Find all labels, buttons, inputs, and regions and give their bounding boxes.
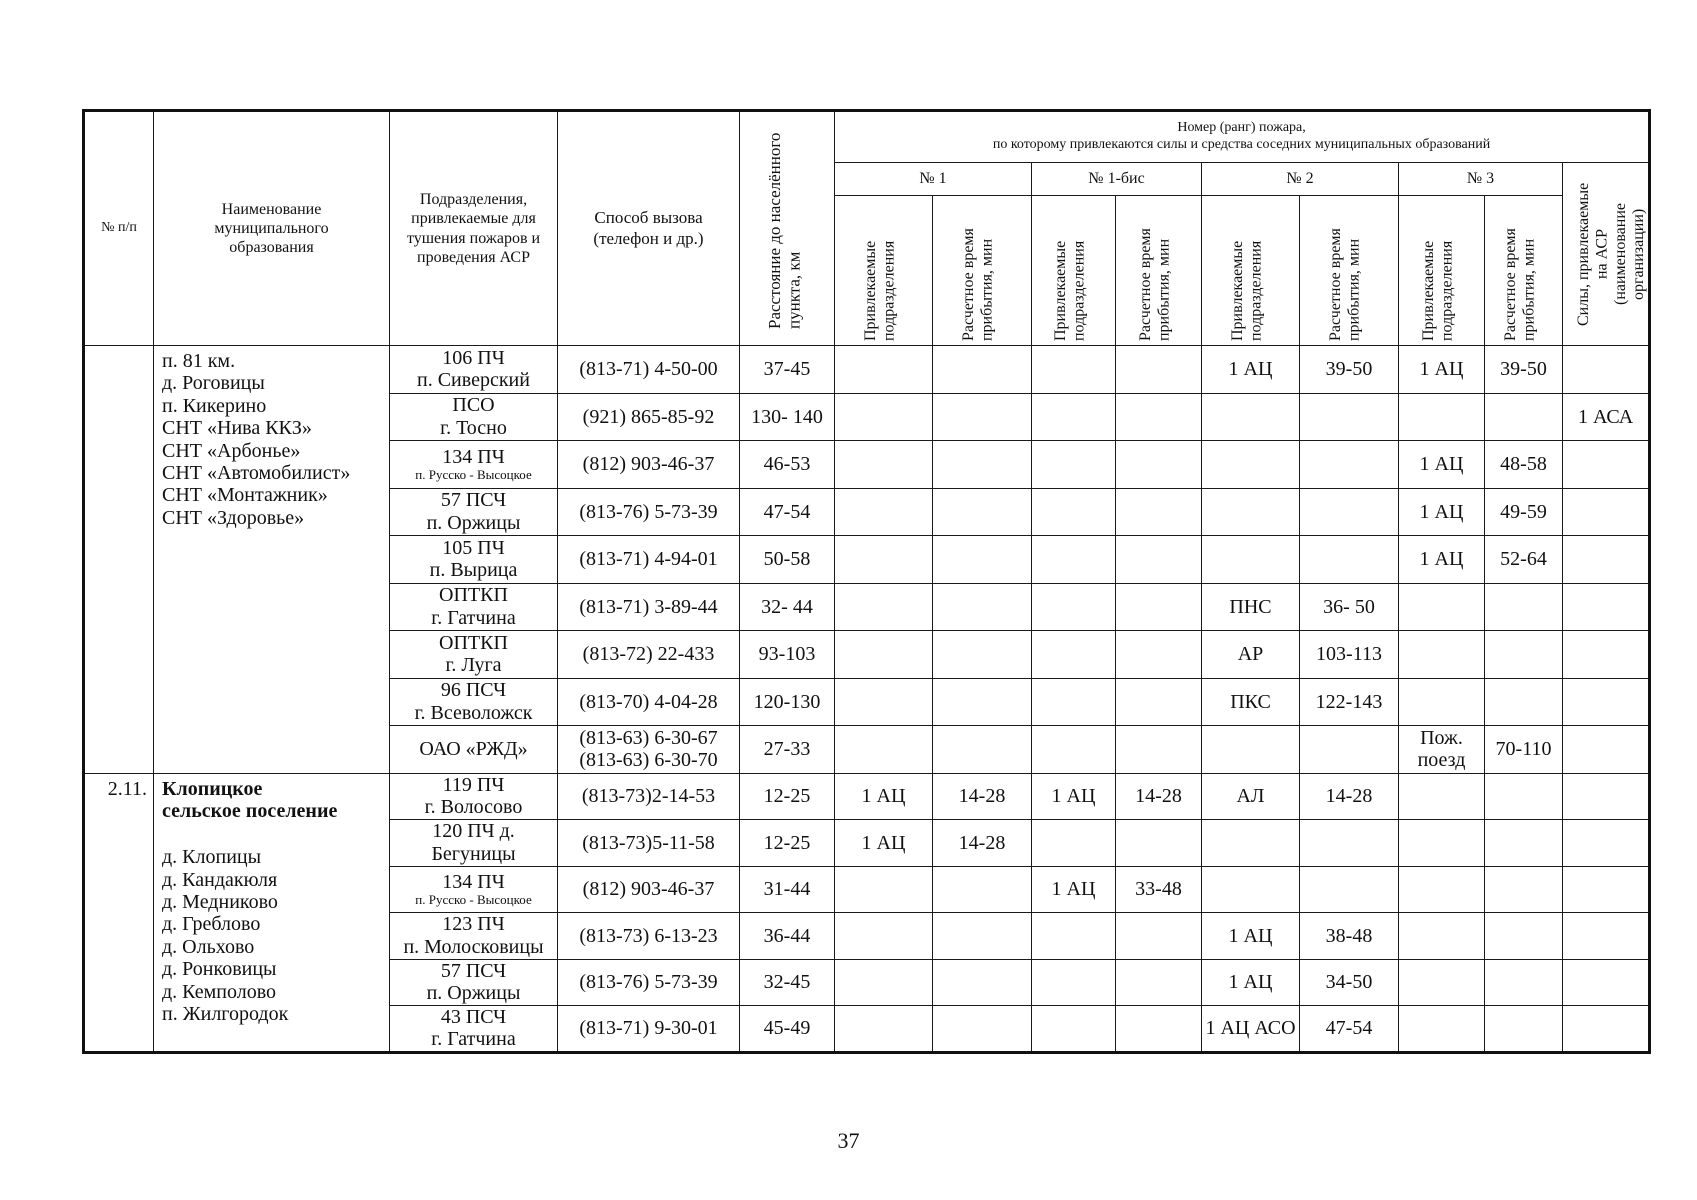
rank-cell	[933, 631, 1032, 679]
settlement-name: д. Ронковицы	[162, 958, 277, 981]
unit-name: 57 ПСЧ	[440, 959, 507, 982]
distance-cell: 31-44	[740, 866, 835, 913]
header-units-text: Подразделения, привлекаемые для тушения пожаров и проведения АСР	[406, 191, 541, 266]
rank-cell: 103-113	[1300, 631, 1399, 679]
rank-cell	[1202, 441, 1300, 489]
subheader-text: Расчетное время прибытия, мин	[960, 227, 996, 341]
rank-cell	[1116, 583, 1202, 631]
rank-cell	[1202, 866, 1300, 913]
unit-location: п. Русско - Высоцкое	[415, 892, 532, 908]
rank-cell	[933, 913, 1032, 960]
phone-number: (813-70) 4-04-28	[579, 690, 718, 713]
unit-cell	[390, 536, 558, 584]
rank-cell: 14-28	[933, 773, 1032, 820]
distance-cell: 12-25	[740, 820, 835, 867]
header-distance	[740, 111, 835, 346]
rank-cell: 34-50	[1300, 959, 1399, 1006]
rank-cell: ПНС	[1202, 583, 1300, 631]
group-3: № 3	[1399, 163, 1563, 196]
phone-number: (813-63) 6-30-70	[579, 749, 718, 772]
distance-cell: 32-45	[740, 959, 835, 1006]
distance-cell: 46-53	[740, 441, 835, 489]
rank-cell: 1 АЦ	[1032, 773, 1116, 820]
settlement-name: СНТ «Монтажник»	[162, 484, 328, 507]
rank-cell: 1 АЦ	[1399, 441, 1485, 489]
unit-name: ПСО	[452, 394, 495, 417]
fire-forces-table	[82, 109, 1651, 1054]
rank-cell	[835, 678, 933, 726]
rank-cell: 1 АЦ	[1399, 346, 1485, 394]
phone-cell	[558, 913, 740, 960]
subheader-text: Привлекаемые подразделения	[1051, 240, 1087, 341]
rank-cell	[835, 393, 933, 441]
settlement-name: п. 81 км.	[162, 350, 236, 372]
rank-cell	[1563, 866, 1650, 913]
unit-name: ОАО «РЖД»	[419, 738, 528, 761]
subheader-text: Привлекаемые подразделения	[1419, 240, 1455, 341]
subheader-text: Расчетное время прибытия, мин	[1136, 227, 1172, 341]
rank-cell	[933, 393, 1032, 441]
unit-location: г. Гатчина	[431, 606, 516, 629]
unit-cell	[390, 678, 558, 726]
unit-cell	[390, 631, 558, 679]
phone-number: (812) 903-46-37	[582, 878, 715, 901]
rank-cell: 1 АЦ	[835, 820, 933, 867]
subheader-time-3	[1300, 196, 1399, 346]
rank-cell	[933, 959, 1032, 1006]
rank-cell: 38-48	[1300, 913, 1399, 960]
settlement-name: д. Роговицы	[162, 372, 265, 395]
unit-location: п. Оржицы	[426, 511, 521, 534]
rank-cell	[835, 536, 933, 584]
rank-cell	[835, 488, 933, 536]
rank-cell: Пож. поезд	[1399, 726, 1485, 774]
distance-cell: 27-33	[740, 726, 835, 774]
rank-cell	[1485, 631, 1563, 679]
rank-cell: 14-28	[1116, 773, 1202, 820]
subheader-time-1	[933, 196, 1032, 346]
settlement-name: д. Кандакюля	[162, 868, 278, 891]
unit-cell	[390, 393, 558, 441]
rank-cell	[1032, 913, 1116, 960]
rank-cell	[1116, 631, 1202, 679]
settlement-name: СНТ «Здоровье»	[162, 506, 305, 529]
unit-name: ОПТКП	[439, 631, 508, 654]
rank-cell	[1116, 726, 1202, 774]
municipality-title: Клопицкое	[162, 777, 263, 800]
rank-cell	[835, 959, 933, 1006]
rank-cell	[1485, 959, 1563, 1006]
unit-cell	[390, 866, 558, 913]
unit-cell	[390, 773, 558, 820]
rank-cell: 39-50	[1485, 346, 1563, 394]
rank-cell	[1399, 583, 1485, 631]
phone-number: (813-76) 5-73-39	[579, 971, 718, 994]
phone-number: (921) 865-85-92	[582, 405, 715, 428]
rank-cell: 1 АЦ	[1399, 488, 1485, 536]
unit-name: 96 ПСЧ	[440, 679, 507, 702]
unit-location: Бегуницы	[431, 842, 516, 865]
rank-cell	[1116, 393, 1202, 441]
rank-cell	[1032, 488, 1116, 536]
subheader-units-1	[835, 196, 933, 346]
rank-cell	[1116, 346, 1202, 394]
section-number	[84, 346, 154, 774]
rank-cell	[1032, 583, 1116, 631]
rank-cell: 49-59	[1485, 488, 1563, 536]
rank-cell	[1399, 773, 1485, 820]
settlement-name: д. Кемполово	[162, 980, 277, 1003]
header-asr	[1563, 163, 1650, 346]
unit-location: п. Русско - Высоцкое	[415, 467, 532, 483]
distance-cell: 47-54	[740, 488, 835, 536]
header-num: № п/п	[84, 111, 154, 346]
rank-cell	[1202, 488, 1300, 536]
rank-cell: 122-143	[1300, 678, 1399, 726]
unit-name: 120 ПЧ д.	[432, 820, 515, 843]
unit-location: г. Тосно	[440, 416, 507, 439]
rank-cell	[1485, 820, 1563, 867]
table-body	[84, 346, 1650, 1053]
rank-cell	[1485, 773, 1563, 820]
rank-cell	[933, 866, 1032, 913]
rank-cell	[1485, 1006, 1563, 1053]
rank-cell	[933, 488, 1032, 536]
rank-cell	[1032, 1006, 1116, 1053]
settlement-name: д. Греблово	[162, 913, 261, 936]
unit-name: 134 ПЧ	[442, 870, 505, 893]
header-distance-text: Расстояние до населённого пункта, км	[765, 132, 804, 329]
rank-cell	[1563, 773, 1650, 820]
phone-cell	[558, 773, 740, 820]
unit-name: 119 ПЧ	[442, 773, 505, 796]
unit-cell	[390, 726, 558, 774]
settlement-name: п. Кикерино	[162, 394, 267, 417]
rank-cell	[1563, 678, 1650, 726]
rank-cell	[1300, 820, 1399, 867]
rank-cell	[1563, 959, 1650, 1006]
rank-cell	[1399, 631, 1485, 679]
rank-cell	[1485, 913, 1563, 960]
rank-cell	[1300, 441, 1399, 489]
rank-cell	[835, 631, 933, 679]
rank-cell	[835, 1006, 933, 1053]
phone-number: (813-71) 9-30-01	[579, 1017, 718, 1040]
rank-cell	[933, 1006, 1032, 1053]
distance-cell: 45-49	[740, 1006, 835, 1053]
unit-location: г. Всеволожск	[414, 701, 533, 724]
settlement-name: СНТ «Арбонье»	[162, 439, 301, 462]
rank-cell	[1202, 726, 1300, 774]
header-name	[154, 111, 390, 346]
phone-number: (813-71) 4-94-01	[579, 548, 718, 571]
unit-name: 106 ПЧ	[442, 346, 505, 369]
rank-cell	[933, 536, 1032, 584]
rank-cell: 1 АСА	[1563, 393, 1650, 441]
unit-name: ОПТКП	[439, 584, 508, 607]
group-1bis: № 1-бис	[1032, 163, 1202, 196]
distance-cell: 130- 140	[740, 393, 835, 441]
distance-cell: 120-130	[740, 678, 835, 726]
unit-cell	[390, 346, 558, 394]
phone-cell	[558, 536, 740, 584]
group-2: № 2	[1202, 163, 1399, 196]
subheader-units-4	[1399, 196, 1485, 346]
rank-cell	[1563, 820, 1650, 867]
rank-cell	[1399, 913, 1485, 960]
rank-cell	[1399, 820, 1485, 867]
distance-cell: 12-25	[740, 773, 835, 820]
phone-cell	[558, 1006, 740, 1053]
settlement-name: д. Ольхово	[162, 935, 255, 958]
rank-cell	[835, 726, 933, 774]
subheader-units-2	[1032, 196, 1116, 346]
rank-cell	[835, 441, 933, 489]
rank-cell	[1563, 913, 1650, 960]
unit-location: п. Сиверский	[417, 369, 530, 392]
rank-cell	[1032, 820, 1116, 867]
distance-cell: 36-44	[740, 913, 835, 960]
phone-cell	[558, 583, 740, 631]
distance-cell: 32- 44	[740, 583, 835, 631]
phone-number: (813-73)2-14-53	[581, 785, 716, 808]
rank-cell	[1399, 959, 1485, 1006]
phone-cell	[558, 488, 740, 536]
settlement-name: д. Клопицы	[162, 846, 262, 869]
phone-number: (813-73)5-11-58	[582, 831, 715, 854]
phone-cell	[558, 959, 740, 1006]
unit-name: 105 ПЧ	[442, 536, 505, 559]
unit-cell	[390, 820, 558, 867]
rank-cell	[933, 583, 1032, 631]
phone-number: (813-71) 3-89-44	[579, 595, 718, 618]
phone-number: (813-72) 22-433	[582, 643, 715, 666]
rank-cell	[835, 583, 933, 631]
unit-name: 123 ПЧ	[442, 913, 505, 936]
unit-location: п. Оржицы	[426, 982, 521, 1005]
rank-cell	[1563, 583, 1650, 631]
phone-number: (813-73) 6-13-23	[579, 924, 718, 947]
rank-cell	[933, 726, 1032, 774]
rank-cell: 1 АЦ АСО	[1202, 1006, 1300, 1053]
rank-cell: АЛ	[1202, 773, 1300, 820]
phone-cell	[558, 678, 740, 726]
phone-cell	[558, 820, 740, 867]
rank-cell: 1 АЦ	[1202, 346, 1300, 394]
table-row	[84, 346, 1650, 394]
municipality-cell	[154, 346, 390, 774]
rank-cell	[1300, 536, 1399, 584]
rank-cell: 47-54	[1300, 1006, 1399, 1053]
rank-cell: 70-110	[1485, 726, 1563, 774]
rank-cell	[1485, 866, 1563, 913]
rank-cell: 1 АЦ	[1202, 959, 1300, 1006]
unit-name: 134 ПЧ	[442, 445, 505, 468]
rank-cell: АР	[1202, 631, 1300, 679]
rank-cell	[933, 346, 1032, 394]
unit-location: г. Волосово	[424, 796, 523, 819]
rank-cell	[1399, 866, 1485, 913]
rank-cell	[1116, 488, 1202, 536]
header-asr-text: Силы, привлекаемые на АСР (наименование организации)	[1574, 182, 1647, 326]
rank-cell: 14-28	[1300, 773, 1399, 820]
unit-cell	[390, 1006, 558, 1053]
phone-cell	[558, 441, 740, 489]
header-units	[390, 111, 558, 346]
subheader-text: Расчетное время прибытия, мин	[1501, 227, 1537, 341]
unit-cell	[390, 959, 558, 1006]
municipality-title: сельское поселение	[162, 799, 338, 822]
phone-cell	[558, 726, 740, 774]
subheader-time-4	[1485, 196, 1563, 346]
rank-cell: 14-28	[933, 820, 1032, 867]
rank-cell	[1563, 1006, 1650, 1053]
rank-cell: 39-50	[1300, 346, 1399, 394]
rank-cell	[1116, 1006, 1202, 1053]
rank-cell	[1032, 393, 1116, 441]
unit-location: г. Луга	[445, 654, 502, 677]
rank-cell	[1300, 726, 1399, 774]
subheader-time-2	[1116, 196, 1202, 346]
rank-cell: 1 АЦ	[835, 773, 933, 820]
header-name-text: Наименование муниципального образования	[214, 200, 329, 257]
unit-cell	[390, 913, 558, 960]
phone-cell	[558, 866, 740, 913]
rank-cell: 1 АЦ	[1202, 913, 1300, 960]
rank-cell	[1032, 678, 1116, 726]
header-call	[558, 111, 740, 346]
municipality-cell	[154, 773, 390, 1052]
rank-cell	[933, 441, 1032, 489]
unit-name: 43 ПСЧ	[440, 1006, 507, 1028]
rank-cell	[1485, 678, 1563, 726]
phone-number: (813-76) 5-73-39	[579, 500, 718, 523]
subheader-text: Привлекаемые подразделения	[1228, 240, 1264, 341]
rank-cell	[1116, 913, 1202, 960]
table-row	[84, 773, 1650, 820]
rank-cell	[1032, 536, 1116, 584]
phone-cell	[558, 393, 740, 441]
subheader-text: Привлекаемые подразделения	[861, 240, 897, 341]
rank-cell: 1 АЦ	[1399, 536, 1485, 584]
rank-cell	[1399, 393, 1485, 441]
distance-cell: 50-58	[740, 536, 835, 584]
rank-cell	[1116, 820, 1202, 867]
unit-location: п. Вырица	[429, 559, 518, 582]
rank-cell: 33-48	[1116, 866, 1202, 913]
rank-cell: 48-58	[1485, 441, 1563, 489]
phone-number: (813-71) 4-50-00	[579, 358, 718, 381]
rank-cell	[1116, 678, 1202, 726]
unit-name: 57 ПСЧ	[440, 489, 507, 512]
unit-cell	[390, 488, 558, 536]
rank-cell: 52-64	[1485, 536, 1563, 584]
rank-cell	[1399, 678, 1485, 726]
rank-cell	[1032, 726, 1116, 774]
rank-cell	[1300, 866, 1399, 913]
header-rank	[835, 111, 1650, 163]
rank-cell	[1399, 1006, 1485, 1053]
rank-cell	[1202, 393, 1300, 441]
subheader-units-3	[1202, 196, 1300, 346]
group-1: № 1	[835, 163, 1032, 196]
phone-number: (812) 903-46-37	[582, 453, 715, 476]
subheader-text: Расчетное время прибытия, мин	[1327, 227, 1363, 341]
distance-cell: 93-103	[740, 631, 835, 679]
unit-cell	[390, 441, 558, 489]
rank-cell	[1563, 631, 1650, 679]
rank-cell	[1485, 583, 1563, 631]
rank-cell	[1116, 441, 1202, 489]
settlement-name: п. Жилгородок	[162, 1003, 289, 1026]
rank-cell	[1202, 820, 1300, 867]
rank-cell	[1563, 441, 1650, 489]
rank-cell	[1485, 393, 1563, 441]
header-rank-line2: по которому привлекаются силы и средства соседних муниципальных образований	[992, 137, 1491, 152]
rank-cell	[835, 866, 933, 913]
unit-cell	[390, 583, 558, 631]
phone-cell	[558, 631, 740, 679]
rank-cell: ПКС	[1202, 678, 1300, 726]
rank-cell	[1032, 631, 1116, 679]
rank-cell	[1563, 536, 1650, 584]
rank-cell	[1202, 536, 1300, 584]
header-rank-line1: Номер (ранг) пожара,	[1177, 120, 1306, 136]
rank-cell	[1032, 346, 1116, 394]
rank-cell: 36- 50	[1300, 583, 1399, 631]
unit-location: г. Гатчина	[431, 1028, 516, 1051]
rank-cell	[1032, 959, 1116, 1006]
rank-cell	[1300, 488, 1399, 536]
unit-location: п. Молосковицы	[403, 935, 544, 958]
spacer	[162, 822, 381, 846]
settlement-name: д. Медниково	[162, 891, 278, 914]
header-call-text: Способ вызова (телефон и др.)	[593, 208, 704, 248]
section-number: 2.11.	[84, 773, 154, 1052]
distance-cell: 37-45	[740, 346, 835, 394]
rank-cell: 1 АЦ	[1032, 866, 1116, 913]
rank-cell	[835, 913, 933, 960]
rank-cell	[1563, 488, 1650, 536]
settlement-name: СНТ «Нива ККЗ»	[162, 417, 312, 440]
phone-cell	[558, 346, 740, 394]
rank-cell	[933, 678, 1032, 726]
rank-cell	[1116, 959, 1202, 1006]
rank-cell	[1563, 346, 1650, 394]
rank-cell	[1032, 441, 1116, 489]
settlement-name: СНТ «Автомобилист»	[162, 461, 351, 484]
rank-cell	[1300, 393, 1399, 441]
page-number: 37	[837, 1128, 860, 1153]
rank-cell	[1563, 726, 1650, 774]
rank-cell	[1116, 536, 1202, 584]
rank-cell	[835, 346, 933, 394]
phone-number: (813-63) 6-30-67	[579, 726, 718, 749]
